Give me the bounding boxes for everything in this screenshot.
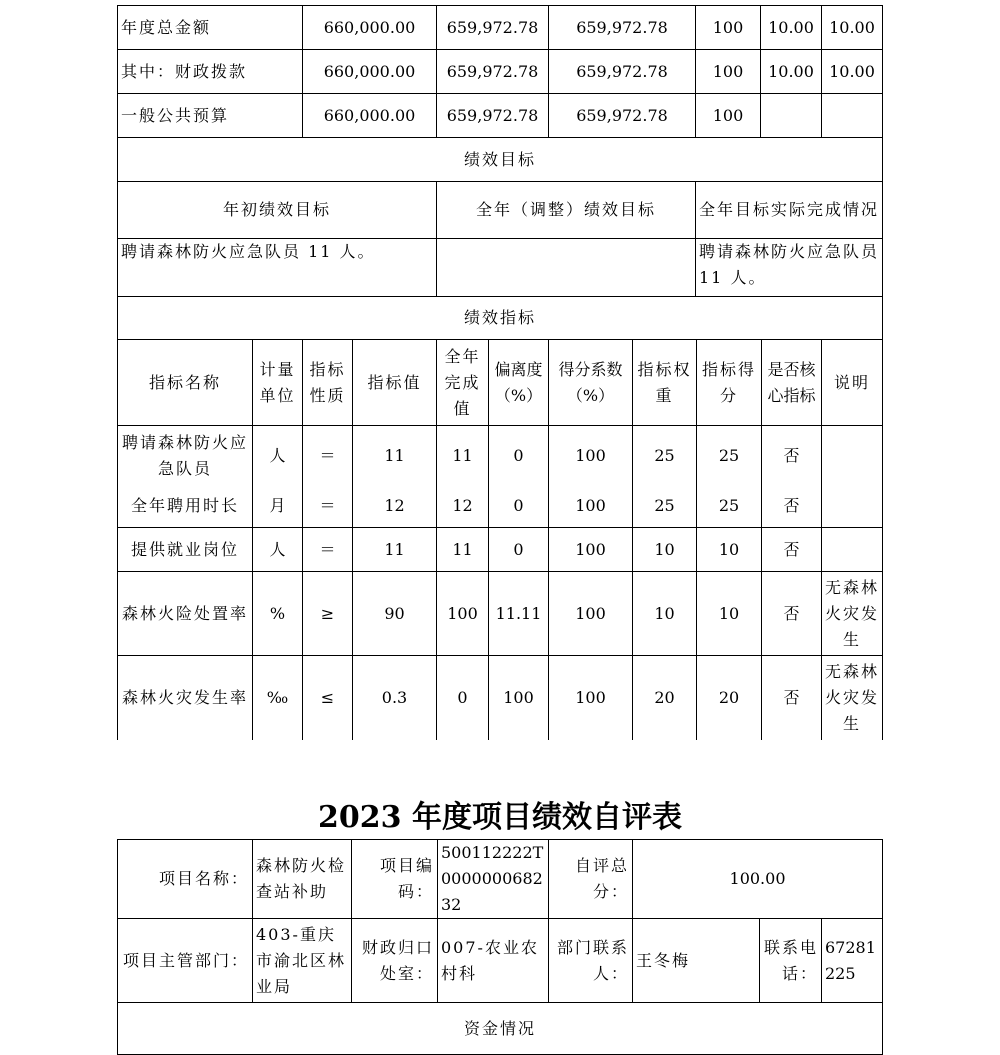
indicator-deviation: 100 <box>489 656 549 740</box>
funds-executed: 659,972.78 <box>549 6 696 50</box>
funds-label: 一般公共预算 <box>118 94 303 138</box>
performance-table <box>117 5 883 297</box>
header-unit: 计量单位 <box>253 340 303 426</box>
funds-adjusted: 659,972.78 <box>437 94 549 138</box>
indicator-core: 否 <box>762 572 822 656</box>
indicator-target: 0.3 <box>353 656 437 740</box>
page-title: 2023 年度项目绩效自评表 <box>318 800 682 835</box>
header-score: 指标得分 <box>697 340 762 426</box>
indicator-row <box>118 426 883 486</box>
header-deviation: 偏离度（%） <box>489 340 549 426</box>
funds-score: 10.00 <box>822 50 883 94</box>
indicators-section-title: 绩效指标 <box>118 297 883 340</box>
funds-rate: 100 <box>696 50 761 94</box>
goals-header-adjusted: 全年（调整）绩效目标 <box>437 182 696 239</box>
header-actual: 全年完成值 <box>437 340 489 426</box>
indicator-actual: 100 <box>437 572 489 656</box>
header-name: 指标名称 <box>118 340 253 426</box>
indicator-note <box>822 426 883 528</box>
funds-budget: 660,000.00 <box>303 94 437 138</box>
indicator-unit: ‰ <box>253 656 303 740</box>
funds-executed: 659,972.78 <box>549 50 696 94</box>
indicator-unit: 人 <box>253 426 303 486</box>
funds-row <box>118 6 883 50</box>
indicator-score: 25 <box>697 486 762 528</box>
indicator-target: 90 <box>353 572 437 656</box>
indicator-note: 无森林火灾发生 <box>822 572 883 656</box>
header-note: 说明 <box>822 340 883 426</box>
indicator-name: 全年聘用时长 <box>118 486 253 528</box>
indicator-row <box>118 486 883 528</box>
indicator-weight: 25 <box>633 426 697 486</box>
goals-header-initial: 年初绩效目标 <box>118 182 437 239</box>
header-nature: 指标性质 <box>303 340 353 426</box>
dept: 403-重庆市渝北区林业局 <box>253 919 352 1003</box>
indicator-score: 20 <box>697 656 762 740</box>
indicator-nature: ≤ <box>303 656 353 740</box>
indicator-rows <box>118 426 883 740</box>
indicator-target: 12 <box>353 486 437 528</box>
funds-section-title: 资金情况 <box>118 1003 883 1055</box>
funds-weight: 10.00 <box>761 6 822 50</box>
indicator-target: 11 <box>353 426 437 486</box>
indicator-nature: ＝ <box>303 486 353 528</box>
indicator-weight: 20 <box>633 656 697 740</box>
indicator-nature: ＝ <box>303 426 353 486</box>
indicator-row <box>118 656 883 740</box>
indicator-unit: % <box>253 572 303 656</box>
indicator-coef: 100 <box>549 486 633 528</box>
goals-initial: 聘请森林防火应急队员 11 人。 <box>118 239 437 297</box>
funds-rows <box>118 6 883 138</box>
self-score: 100.00 <box>633 840 883 919</box>
indicator-weight: 25 <box>633 486 697 528</box>
funds-label: 年度总金额 <box>118 6 303 50</box>
indicator-name: 提供就业岗位 <box>118 528 253 572</box>
indicator-deviation: 11.11 <box>489 572 549 656</box>
funds-weight: 10.00 <box>761 50 822 94</box>
indicator-nature: ＝ <box>303 528 353 572</box>
indicator-deviation: 0 <box>489 528 549 572</box>
indicator-nature: ≥ <box>303 572 353 656</box>
project-code: 500112222T000000068232 <box>438 840 549 919</box>
indicator-deviation: 0 <box>489 486 549 528</box>
header-weight: 指标权重 <box>633 340 697 426</box>
indicator-core: 否 <box>762 656 822 740</box>
indicator-score: 10 <box>697 572 762 656</box>
project-code-label: 项目编码： <box>352 840 438 919</box>
funds-weight <box>761 94 822 138</box>
indicator-unit: 月 <box>253 486 303 528</box>
contact-label: 部门联系人： <box>549 919 633 1003</box>
funds-budget: 660,000.00 <box>303 50 437 94</box>
goals-actual: 聘请森林防火应急队员 11 人。 <box>696 239 883 297</box>
indicator-coef: 100 <box>549 656 633 740</box>
indicator-weight: 10 <box>633 572 697 656</box>
project-info-table <box>117 839 883 1055</box>
indicator-coef: 100 <box>549 572 633 656</box>
indicator-coef: 100 <box>549 528 633 572</box>
indicator-coef: 100 <box>549 426 633 486</box>
phone: 67281225 <box>822 919 883 1003</box>
indicator-deviation: 0 <box>489 426 549 486</box>
indicator-core: 否 <box>762 486 822 528</box>
indicator-score: 10 <box>697 528 762 572</box>
finance-label: 财政归口处室： <box>352 919 438 1003</box>
funds-budget: 660,000.00 <box>303 6 437 50</box>
indicator-actual: 12 <box>437 486 489 528</box>
funds-adjusted: 659,972.78 <box>437 50 549 94</box>
indicator-row <box>118 572 883 656</box>
indicator-name: 森林火险处置率 <box>118 572 253 656</box>
goals-header-actual: 全年目标实际完成情况 <box>696 182 883 239</box>
indicator-core: 否 <box>762 426 822 486</box>
indicator-weight: 10 <box>633 528 697 572</box>
indicator-actual: 11 <box>437 426 489 486</box>
indicator-name: 聘请森林防火应急队员 <box>118 426 253 486</box>
indicator-note: 无森林火灾发生 <box>822 656 883 740</box>
indicator-core: 否 <box>762 528 822 572</box>
project-name: 森林防火检查站补助 <box>253 840 352 919</box>
indicator-name: 森林火灾发生率 <box>118 656 253 740</box>
goals-section <box>118 138 883 297</box>
finance: 007-农业农村科 <box>438 919 549 1003</box>
goals-adjusted <box>437 239 696 297</box>
header-target: 指标值 <box>353 340 437 426</box>
phone-label: 联系电话： <box>760 919 822 1003</box>
indicator-target: 11 <box>353 528 437 572</box>
funds-row <box>118 50 883 94</box>
indicator-actual: 11 <box>437 528 489 572</box>
indicators-table <box>117 296 883 740</box>
indicator-actual: 0 <box>437 656 489 740</box>
funds-rate: 100 <box>696 6 761 50</box>
funds-score: 10.00 <box>822 6 883 50</box>
header-coef: 得分系数（%） <box>549 340 633 426</box>
indicator-row <box>118 528 883 572</box>
indicator-unit: 人 <box>253 528 303 572</box>
funds-adjusted: 659,972.78 <box>437 6 549 50</box>
funds-row <box>118 94 883 138</box>
header-core: 是否核心指标 <box>762 340 822 426</box>
funds-rate: 100 <box>696 94 761 138</box>
dept-label: 项目主管部门： <box>118 919 253 1003</box>
self-score-label: 自评总分： <box>549 840 633 919</box>
funds-executed: 659,972.78 <box>549 94 696 138</box>
indicator-score: 25 <box>697 426 762 486</box>
funds-label: 其中：财政拨款 <box>118 50 303 94</box>
contact: 王冬梅 <box>633 919 760 1003</box>
goals-section-title: 绩效目标 <box>118 138 883 182</box>
funds-score <box>822 94 883 138</box>
indicator-note <box>822 528 883 572</box>
project-name-label: 项目名称： <box>118 840 253 919</box>
